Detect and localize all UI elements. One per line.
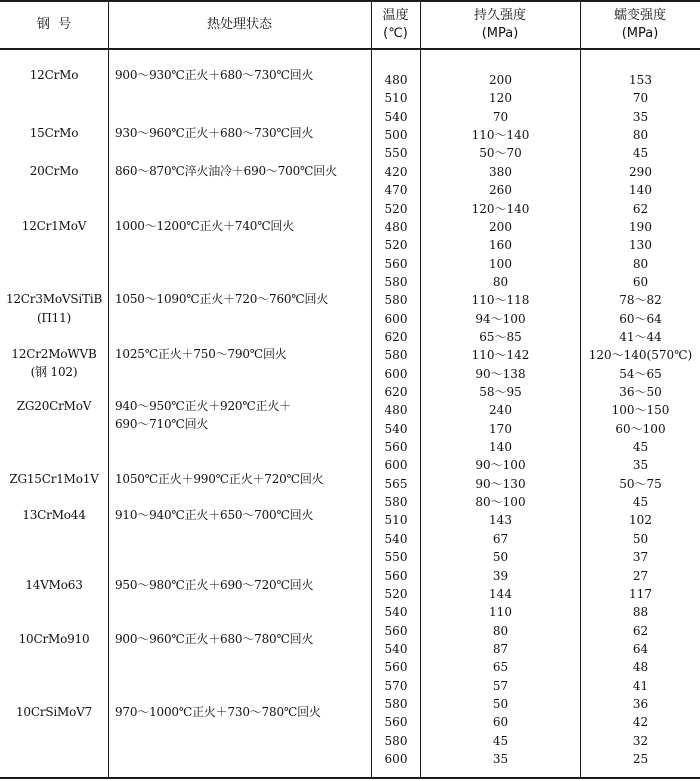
temperature-cell: 560	[384, 623, 408, 638]
heat-treatment: 940～950℃正火＋920℃正火＋	[115, 399, 291, 413]
creep-strength-cell: 80	[632, 128, 649, 143]
endurance-strength-cell: 90～100	[475, 458, 526, 473]
temperature-cell: 580	[384, 293, 408, 308]
creep-strength-cell: 153	[629, 73, 652, 87]
creep-strength-cell: 45	[632, 495, 649, 510]
header-endurance-unit: (MPa)	[481, 26, 519, 41]
endurance-strength-cell: 60	[492, 715, 509, 730]
creep-strength-cell: 37	[632, 550, 649, 565]
heat-treatment: 1025℃正火＋750～790℃回火	[115, 347, 287, 361]
temperature-cell: 600	[384, 311, 408, 326]
temperature-cell: 480	[384, 73, 408, 87]
heat-treatment: 970～1000℃正火＋730～780℃回火	[115, 705, 321, 719]
header-endurance-strength: 持久强度	[473, 8, 526, 23]
endurance-strength-cell: 35	[492, 752, 509, 766]
temperature-cell: 580	[384, 495, 408, 510]
temperature-cell: 520	[384, 586, 408, 601]
creep-strength-cell: 60～64	[619, 311, 662, 326]
creep-strength-cell: 140	[629, 183, 652, 198]
creep-strength-cell: 190	[629, 219, 652, 234]
temperature-cell: 540	[384, 641, 408, 656]
endurance-strength-cell: 67	[492, 531, 509, 546]
endurance-strength-cell: 120～140	[471, 201, 530, 216]
temperature-cell: 540	[384, 605, 408, 620]
temperature-cell: 520	[384, 201, 408, 216]
endurance-strength-cell: 50～70	[479, 146, 522, 161]
endurance-strength-cell: 80～100	[475, 495, 526, 510]
temperature-cell: 600	[384, 458, 408, 473]
endurance-strength-cell: 380	[489, 164, 512, 179]
creep-strength-cell: 117	[629, 586, 652, 601]
creep-strength-cell: 35	[632, 109, 649, 124]
endurance-strength-cell: 143	[489, 513, 512, 528]
creep-strength-cell: 41	[632, 678, 649, 693]
heat-treatment: 900～960℃正火＋680～780℃回火	[115, 632, 314, 646]
endurance-strength-cell: 110～118	[471, 293, 530, 308]
creep-strength-cell: 290	[629, 164, 652, 179]
creep-strength-cell: 62	[632, 201, 649, 216]
heat-treatment: 930～960℃正火＋680～730℃回火	[115, 126, 314, 140]
creep-strength-cell: 88	[632, 605, 649, 620]
steel-grade: 10CrSiMoV7	[15, 705, 93, 719]
creep-strength-cell: 42	[632, 715, 649, 730]
creep-strength-cell: 102	[629, 513, 652, 528]
heat-treatment: 900～930℃正火＋680～730℃回火	[115, 68, 314, 82]
steel-grade-alias: (П11)	[36, 311, 72, 325]
temperature-cell: 620	[384, 385, 408, 399]
endurance-strength-cell: 65～85	[479, 329, 522, 344]
heat-treatment: 860～870℃淬火油冷＋690～700℃回火	[115, 164, 337, 178]
heat-treatment: 1000～1200℃正火＋740℃回火	[115, 219, 295, 233]
temperature-cell: 580	[384, 696, 408, 711]
creep-strength-cell: 41～44	[619, 329, 662, 344]
temperature-cell: 565	[384, 476, 408, 491]
endurance-strength-cell: 50	[492, 550, 509, 565]
steel-grade: ZG15Cr1Mo1V	[9, 472, 99, 486]
temperature-cell: 500	[384, 128, 408, 143]
creep-strength-cell: 60	[632, 274, 649, 289]
temperature-cell: 540	[384, 421, 408, 436]
endurance-strength-cell: 170	[489, 421, 512, 436]
creep-strength-cell: 62	[632, 623, 649, 638]
creep-strength-cell: 32	[632, 733, 649, 748]
endurance-strength-cell: 87	[492, 641, 509, 656]
steel-grade: 12CrMo	[29, 68, 79, 82]
temperature-cell: 520	[384, 238, 408, 253]
endurance-strength-cell: 120	[489, 91, 512, 106]
creep-strength-cell: 54～65	[619, 366, 662, 381]
endurance-strength-cell: 90～130	[475, 476, 526, 491]
temperature-cell: 510	[384, 513, 408, 528]
endurance-strength-cell: 80	[492, 623, 509, 638]
temperature-cell: 510	[384, 91, 408, 106]
creep-strength-cell: 36～50	[619, 385, 662, 399]
creep-strength-cell: 120～140(570℃)	[588, 348, 693, 363]
header-steel-grade: 钢 号	[36, 17, 72, 32]
temperature-cell: 560	[384, 660, 408, 675]
heat-treatment: 1050～1090℃正火＋720～760℃回火	[115, 292, 329, 306]
creep-strength-cell: 60～100	[615, 421, 666, 436]
steel-grade: 12Cr3MoVSiTiB	[5, 292, 103, 306]
endurance-strength-cell: 65	[492, 660, 509, 675]
endurance-strength-cell: 160	[489, 238, 512, 253]
heat-treatment: 1050℃正火＋990℃正火＋720℃回火	[115, 472, 324, 486]
steel-grade: 10CrMo910	[18, 632, 90, 646]
temperature-cell: 580	[384, 348, 408, 363]
endurance-strength-cell: 110～140	[471, 128, 530, 143]
creep-strength-cell: 100～150	[611, 403, 670, 418]
endurance-strength-cell: 110～142	[471, 348, 530, 363]
temperature-cell: 580	[384, 274, 408, 289]
creep-strength-cell: 48	[632, 660, 649, 675]
creep-strength-cell: 36	[632, 696, 649, 711]
steel-grade: 14VMo63	[25, 578, 83, 592]
temperature-cell: 550	[384, 550, 408, 565]
steel-grade: 15CrMo	[29, 126, 79, 140]
endurance-strength-cell: 100	[489, 256, 512, 271]
temperature-cell: 470	[384, 183, 408, 198]
temperature-cell: 600	[384, 752, 408, 766]
creep-strength-cell: 45	[632, 440, 649, 454]
endurance-strength-cell: 57	[492, 678, 509, 693]
endurance-strength-cell: 58～95	[479, 385, 522, 399]
endurance-strength-cell: 50	[492, 696, 509, 711]
creep-strength-cell: 50～75	[619, 476, 662, 491]
endurance-strength-cell: 144	[489, 586, 512, 601]
heat-treatment-continued: 690～710℃回火	[115, 417, 209, 431]
endurance-strength-cell: 80	[492, 274, 509, 289]
endurance-strength-cell: 45	[492, 733, 509, 748]
temperature-cell: 540	[384, 531, 408, 546]
temperature-cell: 560	[384, 256, 408, 271]
creep-strength-cell: 27	[632, 568, 649, 583]
temperature-cell: 550	[384, 146, 408, 161]
header-creep-unit: (MPa)	[621, 26, 659, 41]
temperature-cell: 600	[384, 366, 408, 381]
endurance-strength-cell: 200	[489, 73, 512, 87]
header-heat-treatment: 热处理状态	[206, 17, 272, 32]
creep-strength-cell: 45	[632, 146, 649, 161]
temperature-cell: 560	[384, 715, 408, 730]
endurance-strength-cell: 39	[492, 568, 509, 583]
steel-grade: 12Cr1MoV	[21, 219, 87, 233]
creep-strength-cell: 70	[632, 91, 649, 106]
creep-strength-cell: 80	[632, 256, 649, 271]
endurance-strength-cell: 260	[489, 183, 512, 198]
temperature-cell: 480	[384, 403, 408, 418]
steel-grade: 12Cr2MoWVB	[11, 347, 97, 361]
creep-strength-cell: 130	[629, 238, 652, 253]
temperature-cell: 480	[384, 219, 408, 234]
steel-grade: 13CrMo44	[22, 508, 86, 522]
header-temperature-unit: (℃)	[383, 26, 408, 41]
steel-grade: 20CrMo	[29, 164, 79, 178]
endurance-strength-cell: 94～100	[475, 311, 526, 326]
creep-strength-cell: 78～82	[619, 293, 662, 308]
heat-treatment: 950～980℃正火＋690～720℃回火	[115, 578, 314, 592]
steel-grade: ZG20CrMoV	[16, 399, 92, 413]
temperature-cell: 620	[384, 329, 408, 344]
temperature-cell: 580	[384, 733, 408, 748]
creep-strength-cell: 50	[632, 531, 649, 546]
temperature-cell: 560	[384, 568, 408, 583]
column-divider	[108, 0, 109, 779]
creep-strength-cell: 64	[632, 641, 649, 656]
heat-treatment: 910～940℃正火＋650～700℃回火	[115, 508, 314, 522]
endurance-strength-cell: 70	[492, 109, 509, 124]
header-temperature: 温度	[382, 8, 409, 23]
creep-strength-cell: 25	[632, 752, 649, 766]
top-rule	[0, 0, 700, 2]
header-rule	[0, 48, 700, 50]
endurance-strength-cell: 200	[489, 219, 512, 234]
endurance-strength-cell: 140	[489, 440, 512, 454]
temperature-cell: 560	[384, 440, 408, 454]
bottom-rule	[0, 777, 700, 779]
temperature-cell: 570	[384, 678, 408, 693]
endurance-strength-cell: 110	[489, 605, 512, 620]
steel-grade-alias: (钢 102)	[30, 365, 78, 379]
header-creep-strength: 蠕变强度	[613, 8, 666, 23]
temperature-cell: 540	[384, 109, 408, 124]
temperature-cell: 420	[384, 164, 408, 179]
endurance-strength-cell: 240	[489, 403, 512, 418]
creep-strength-cell: 35	[632, 458, 649, 473]
endurance-strength-cell: 90～138	[475, 366, 526, 381]
